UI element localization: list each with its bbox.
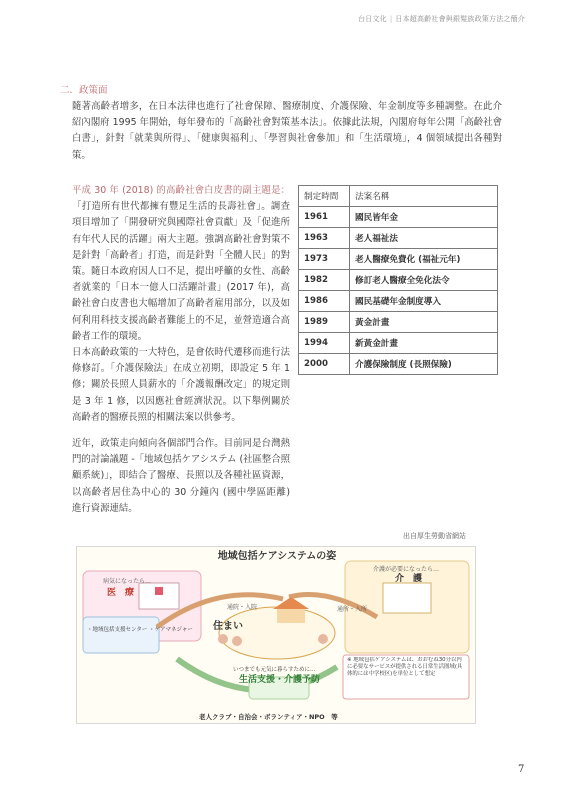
- hospital-icon: [139, 583, 179, 609]
- law-revision-paragraph: 日本高齡政策的一大特色，是會依時代遷移而進行法條修訂。「介護保險法」在成立初期，即設定 5 年 1 修；關於長照人員薪水的「介護報酬改定」的規定則是 3 年 1 修，以因應社會經濟狀況。以下舉例關於高齡者的醫療長照的相關法案以供參考。: [72, 347, 290, 423]
- intro-paragraph: 隨著高齡者增多，在日本法律也進行了社會保障、醫療制度、介護保險、年金制度等多種調整。在此介紹內閣府 1995 年開始，每年發布的「高齡社會對策基本法」。依據此法規，內閣府每年公開「高齡社會白書」，針對「就業與所得」、「健康與福利」、「學習與社會參加」和「生活環境」，4 個領域提出各種對策。: [72, 101, 502, 161]
- cell-law: 修訂老人醫療全免化法令: [350, 270, 498, 291]
- table-row: [299, 354, 498, 375]
- note-text-box: [347, 657, 467, 699]
- support-label: 生活支援・介護予防: [239, 675, 321, 685]
- table-header-row: [299, 186, 498, 207]
- table-row: [299, 333, 498, 354]
- subtheme-body: 「打造所有世代都擁有豐足生活的長壽社會」。調查項目增加了「開發研究與國際社會貢獻」及「促進所有年代人民的活躍」兩大主題。強調高齡社會對策不是針對「高齡者」打造，而是針對「全體人民」的對策。隨日本政府因人口不足，提出呼籲的女性、高齡者就業的「日本一億人口活躍計畫」(2017 年)，高齡社會白皮書也大幅增加了高齡者雇用部分，以及如何利用科技支援高齡者難能上的不足，並營造適合高齡者工作的環境。: [72, 201, 290, 342]
- community-care-figure: [76, 546, 476, 724]
- table-row: [299, 207, 498, 228]
- header-year: 制定時間: [299, 186, 350, 207]
- cell-year: 1961: [299, 207, 350, 228]
- page-number: 7: [518, 764, 525, 775]
- support-sub-label: いつまでも元気に暮らすために…: [233, 667, 316, 673]
- cell-law: 老人福祉法: [350, 228, 498, 249]
- support-center-panel: [83, 617, 159, 653]
- cell-year: 1973: [299, 249, 350, 270]
- table-row: [299, 291, 498, 312]
- elderly-person-icon: [318, 634, 328, 644]
- cell-year: 2000: [299, 354, 350, 375]
- table-row: [299, 312, 498, 333]
- cell-year: 1963: [299, 228, 350, 249]
- running-header: [358, 14, 525, 24]
- cell-law: 國民皆年金: [350, 207, 498, 228]
- clubs-label: 老人クラブ・自治会・ボランティア・NPO 等: [199, 713, 338, 721]
- medical-sub-label: 病気になったら…: [103, 578, 152, 585]
- cell-law: 新黃金計畫: [350, 333, 498, 354]
- care-sub-label: 介護が必要になったら…: [373, 566, 440, 573]
- cell-year: 1986: [299, 291, 350, 312]
- elderly-person-icon: [218, 634, 228, 644]
- home-label: 住まい: [213, 621, 243, 632]
- table-row: [299, 249, 498, 270]
- hospital-cross-icon: [155, 587, 163, 595]
- cell-law: 黃金計畫: [350, 312, 498, 333]
- medical-label: 医 療: [107, 588, 135, 598]
- subtheme-heading: 平成 30 年 (2018) 的高齡社會白皮書的副主題是：: [72, 185, 290, 196]
- care-facility-icon: [383, 583, 431, 613]
- figure-note: ※ 地域包括ケアシステムは、おおむね30分以内に必要なサービスが提供される日常生活圏域(具体的には中学校区)を単位として想定: [347, 657, 463, 677]
- header-left: 台日文化: [358, 15, 387, 23]
- policy-trend-paragraph: 近年，政策走向傾向各個部門合作。目前同是台灣熱門的討論議題 -「地域包括ケアシステム (社區整合照顧系統)」，即結合了醫療、長照以及各種社區資源，以高齡者居住為中心的 30 分鐘內 (國中學區距離) 進行資源連結。: [72, 438, 290, 514]
- community-care-diagram: [77, 547, 475, 723]
- left-column: [72, 183, 290, 517]
- header-law-name: 法案名稱: [350, 186, 498, 207]
- table-row: [299, 270, 498, 291]
- support-center-label: ・地域包括支援センター ・ケアマネジャー: [87, 627, 193, 633]
- subtheme-paragraph: [72, 183, 290, 345]
- cell-law: 介護保險制度 (長照保險): [350, 354, 498, 375]
- visit-label: 通院・入院: [227, 604, 258, 611]
- figure-source: 出自厚生勞動省網站: [403, 532, 466, 540]
- cell-year: 1994: [299, 333, 350, 354]
- use-label: 通所・入所: [337, 606, 368, 613]
- header-separator: |: [389, 15, 393, 23]
- elderly-person-icon: [232, 636, 242, 646]
- figure-title: 地域包括ケアシステムの姿: [217, 551, 337, 562]
- cell-year: 1982: [299, 270, 350, 291]
- care-label: 介 護: [395, 574, 423, 584]
- cell-law: 老人醫療免費化 (福祉元年): [350, 249, 498, 270]
- section-title: 二．政策面: [60, 85, 108, 96]
- house-body: [277, 609, 305, 623]
- law-table: [298, 185, 498, 375]
- cell-law: 國民基礎年金制度導入: [350, 291, 498, 312]
- table-row: [299, 228, 498, 249]
- cell-year: 1989: [299, 312, 350, 333]
- header-right: 日本超高齡社會與銀髮族政策方法之簡介: [395, 15, 525, 23]
